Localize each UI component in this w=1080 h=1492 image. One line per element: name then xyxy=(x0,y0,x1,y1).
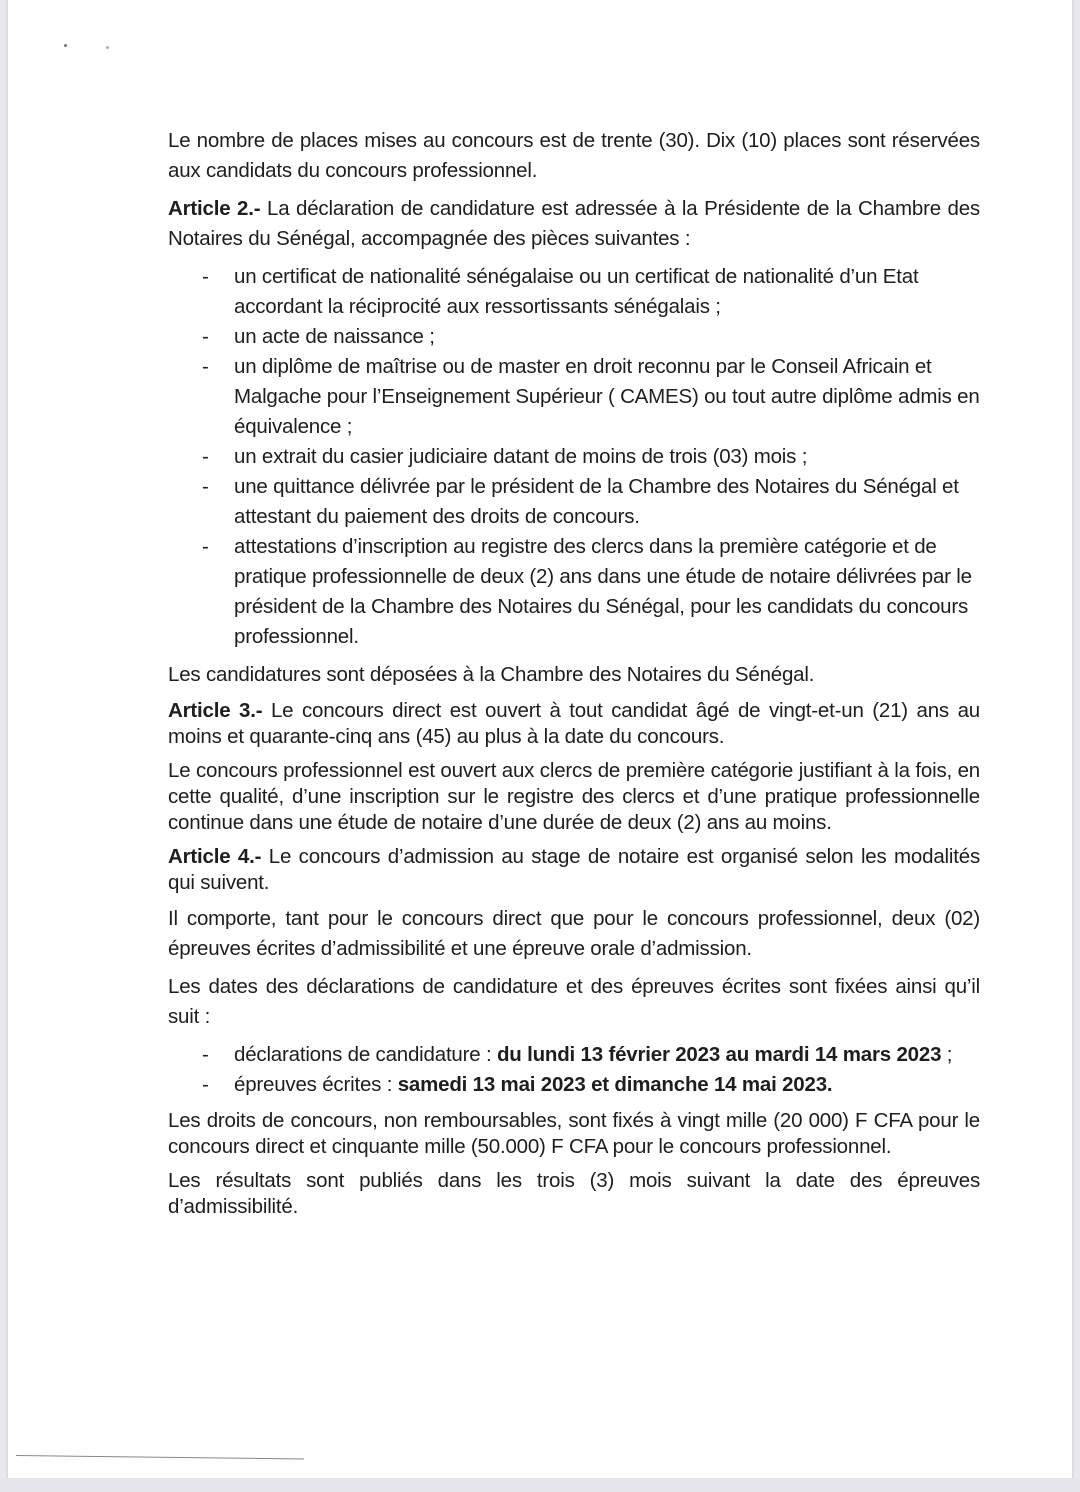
deposit-paragraph: Les candidatures sont déposées à la Chambre des Notaires du Sénégal. xyxy=(168,663,815,686)
article-3-text: Le concours direct est ouvert à tout candidat âgé de vingt-et-un (21) ans au moins et quarante-cinq ans (45) au plus à la date du concours. xyxy=(168,699,980,748)
dash-bullet-icon: - xyxy=(202,265,209,288)
list-item xyxy=(202,322,980,352)
date-item-value: samedi 13 mai 2023 et dimanche 14 mai 2023. xyxy=(397,1073,833,1096)
article-3-paragraph xyxy=(168,698,980,750)
list-item xyxy=(202,352,980,442)
article-4-paragraph xyxy=(168,844,980,896)
dash-bullet-icon: - xyxy=(202,1073,209,1096)
article-4-label: Article 4.- xyxy=(168,845,262,868)
required-documents-list xyxy=(168,262,980,652)
date-item-suffix: ; xyxy=(941,1043,953,1066)
article-2-label: Article 2.- xyxy=(168,197,261,220)
document-body xyxy=(168,126,980,1228)
dash-bullet-icon: - xyxy=(202,475,209,498)
date-item-label: déclarations de candidature : xyxy=(234,1043,497,1066)
fees-paragraph: Les droits de concours, non remboursables, sont fixés à vingt mille (20 000) F CFA pour le concours direct et cinquante mille (50.000) F CFA pour le concours professionnel. xyxy=(168,1109,980,1158)
list-item xyxy=(202,262,980,322)
list-item-text: un acte de naissance ; xyxy=(234,325,435,348)
list-item xyxy=(202,1070,980,1100)
scan-speck xyxy=(106,46,109,49)
list-item xyxy=(202,532,980,652)
dates-list xyxy=(168,1040,980,1100)
document-page xyxy=(6,0,1074,1480)
list-item xyxy=(202,442,980,472)
dates-intro-paragraph: Les dates des déclarations de candidature et des épreuves écrites sont fixées ainsi qu’il suit : xyxy=(168,975,980,1028)
list-item-text: un diplôme de maîtrise ou de master en droit reconnu par le Conseil Africain et Malgache pour l’Enseignement Supérieur ( CAMES) ou tout autre diplôme admis en équivalence ; xyxy=(234,355,980,438)
date-item-value: du lundi 13 février 2023 au mardi 14 mars 2023 xyxy=(496,1043,942,1066)
list-item xyxy=(202,472,980,532)
results-paragraph: Les résultats sont publiés dans les trois (3) mois suivant la date des épreuves d’admissibilité. xyxy=(168,1169,980,1218)
list-item-text: un certificat de nationalité sénégalaise ou un certificat de nationalité d’un Etat accordant la réciprocité aux ressortissants sénégalais ; xyxy=(234,265,919,318)
dash-bullet-icon: - xyxy=(202,535,209,558)
dash-bullet-icon: - xyxy=(202,325,209,348)
places-paragraph: Le nombre de places mises au concours est de trente (30). Dix (10) places sont réservées aux candidats du concours professionnel. xyxy=(168,129,980,182)
list-item xyxy=(202,1040,980,1070)
page-bottom-edge xyxy=(0,1478,1080,1492)
scan-speck xyxy=(64,44,67,47)
epreuves-paragraph: Il comporte, tant pour le concours direct que pour le concours professionnel, deux (02) épreuves écrites d’admissibilité et une épreuve orale d’admission. xyxy=(168,907,980,960)
professional-paragraph: Le concours professionnel est ouvert aux clercs de première catégorie justifiant à la fois, en cette qualité, d’une inscription sur le registre des clercs et d’une pratique professionnelle continue dans une étude de notaire d’une durée de deux (2) ans au moins. xyxy=(168,759,980,834)
dash-bullet-icon: - xyxy=(202,445,209,468)
dash-bullet-icon: - xyxy=(202,355,209,378)
article-2-paragraph xyxy=(168,194,980,254)
list-item-text: attestations d’inscription au registre des clercs dans la première catégorie et de pratique professionnelle de deux (2) ans dans une étude de notaire délivrées par le président de la Chambre des Notaires du Sénégal, pour les candidats du concours professionnel. xyxy=(234,535,972,648)
article-3-label: Article 3.- xyxy=(168,699,263,722)
article-2-text: La déclaration de candidature est adressée à la Présidente de la Chambre des Notaires du Sénégal, accompagnée des pièces suivantes : xyxy=(168,197,980,250)
article-4-text: Le concours d’admission au stage de notaire est organisé selon les modalités qui suivent. xyxy=(168,845,980,894)
list-item-text: un extrait du casier judiciaire datant de moins de trois (03) mois ; xyxy=(234,445,808,468)
dash-bullet-icon: - xyxy=(202,1043,209,1066)
footer-rule xyxy=(16,1455,304,1460)
list-item-text: une quittance délivrée par le président de la Chambre des Notaires du Sénégal et attestant du paiement des droits de concours. xyxy=(234,475,959,528)
date-item-label: épreuves écrites : xyxy=(234,1073,398,1096)
